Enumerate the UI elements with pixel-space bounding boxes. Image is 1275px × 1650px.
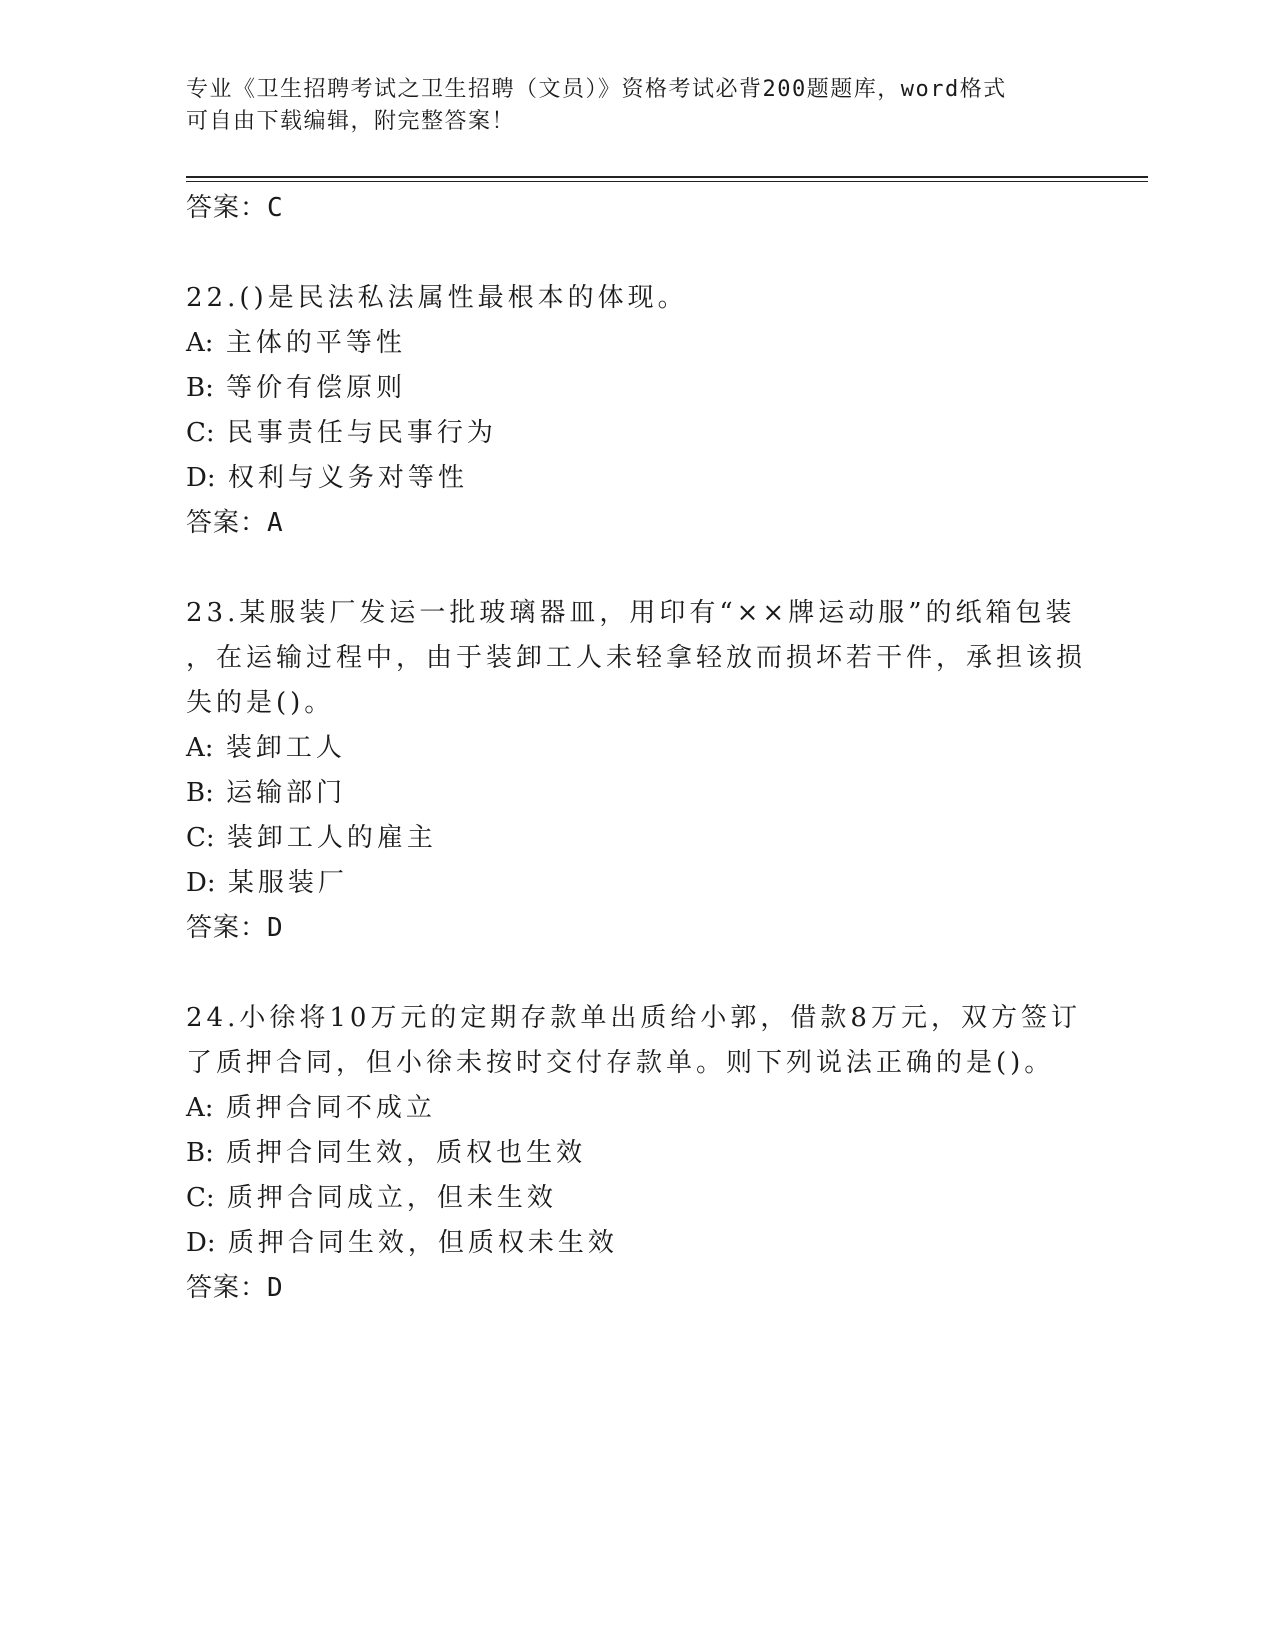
question-text: 24.小徐将10万元的定期存款单出质给小郭，借款8万元，双方签订 <box>186 1003 1081 1033</box>
question-24 <box>186 996 1086 1311</box>
option-d: D: 质押合同生效，但质权未生效 <box>186 1228 618 1258</box>
option-d: D: 某服装厂 <box>186 868 348 898</box>
question-22 <box>186 276 1086 546</box>
option-a: A: 主体的平等性 <box>186 328 406 358</box>
option-b: B: 等价有偿原则 <box>186 373 407 403</box>
option-c: C: 装卸工人的雇主 <box>186 823 437 853</box>
answer-line: 答案：D <box>186 913 284 943</box>
header-divider-thin <box>186 181 1148 182</box>
option-d: D: 权利与义务对等性 <box>186 463 468 493</box>
question-text: 22.()是民法私法属性最根本的体现。 <box>186 283 688 313</box>
header-divider-thick <box>186 176 1148 178</box>
header-line-2: 可自由下载编辑，附完整答案！ <box>186 109 516 134</box>
header-line-1: 专业《卫生招聘考试之卫生招聘（文员）》资格考试必背200题题库，word格式 <box>186 77 1007 102</box>
option-b: B: 运输部门 <box>186 778 347 808</box>
question-text: 23.某服装厂发运一批玻璃器皿，用印有“××牌运动服”的纸箱包装 <box>186 598 1076 628</box>
question-list <box>186 186 1086 1311</box>
question-text: 失的是()。 <box>186 688 335 718</box>
question-text: 了质押合同，但小徐未按时交付存款单。则下列说法正确的是()。 <box>186 1048 1055 1078</box>
answer-line: 答案：A <box>186 508 284 538</box>
option-a: A: 装卸工人 <box>186 733 346 763</box>
question-23 <box>186 591 1086 951</box>
document-header <box>186 74 1066 138</box>
option-b: B: 质押合同生效，质权也生效 <box>186 1138 587 1168</box>
option-c: C: 民事责任与民事行为 <box>186 418 497 448</box>
option-a: A: 质押合同不成立 <box>186 1093 436 1123</box>
question-text: ，在运输过程中，由于装卸工人未轻拿轻放而损坏若干件，承担该损 <box>186 643 1087 673</box>
answer-line: 答案：D <box>186 1273 284 1303</box>
option-c: C: 质押合同成立，但未生效 <box>186 1183 557 1213</box>
answer-line: 答案：C <box>186 193 284 223</box>
